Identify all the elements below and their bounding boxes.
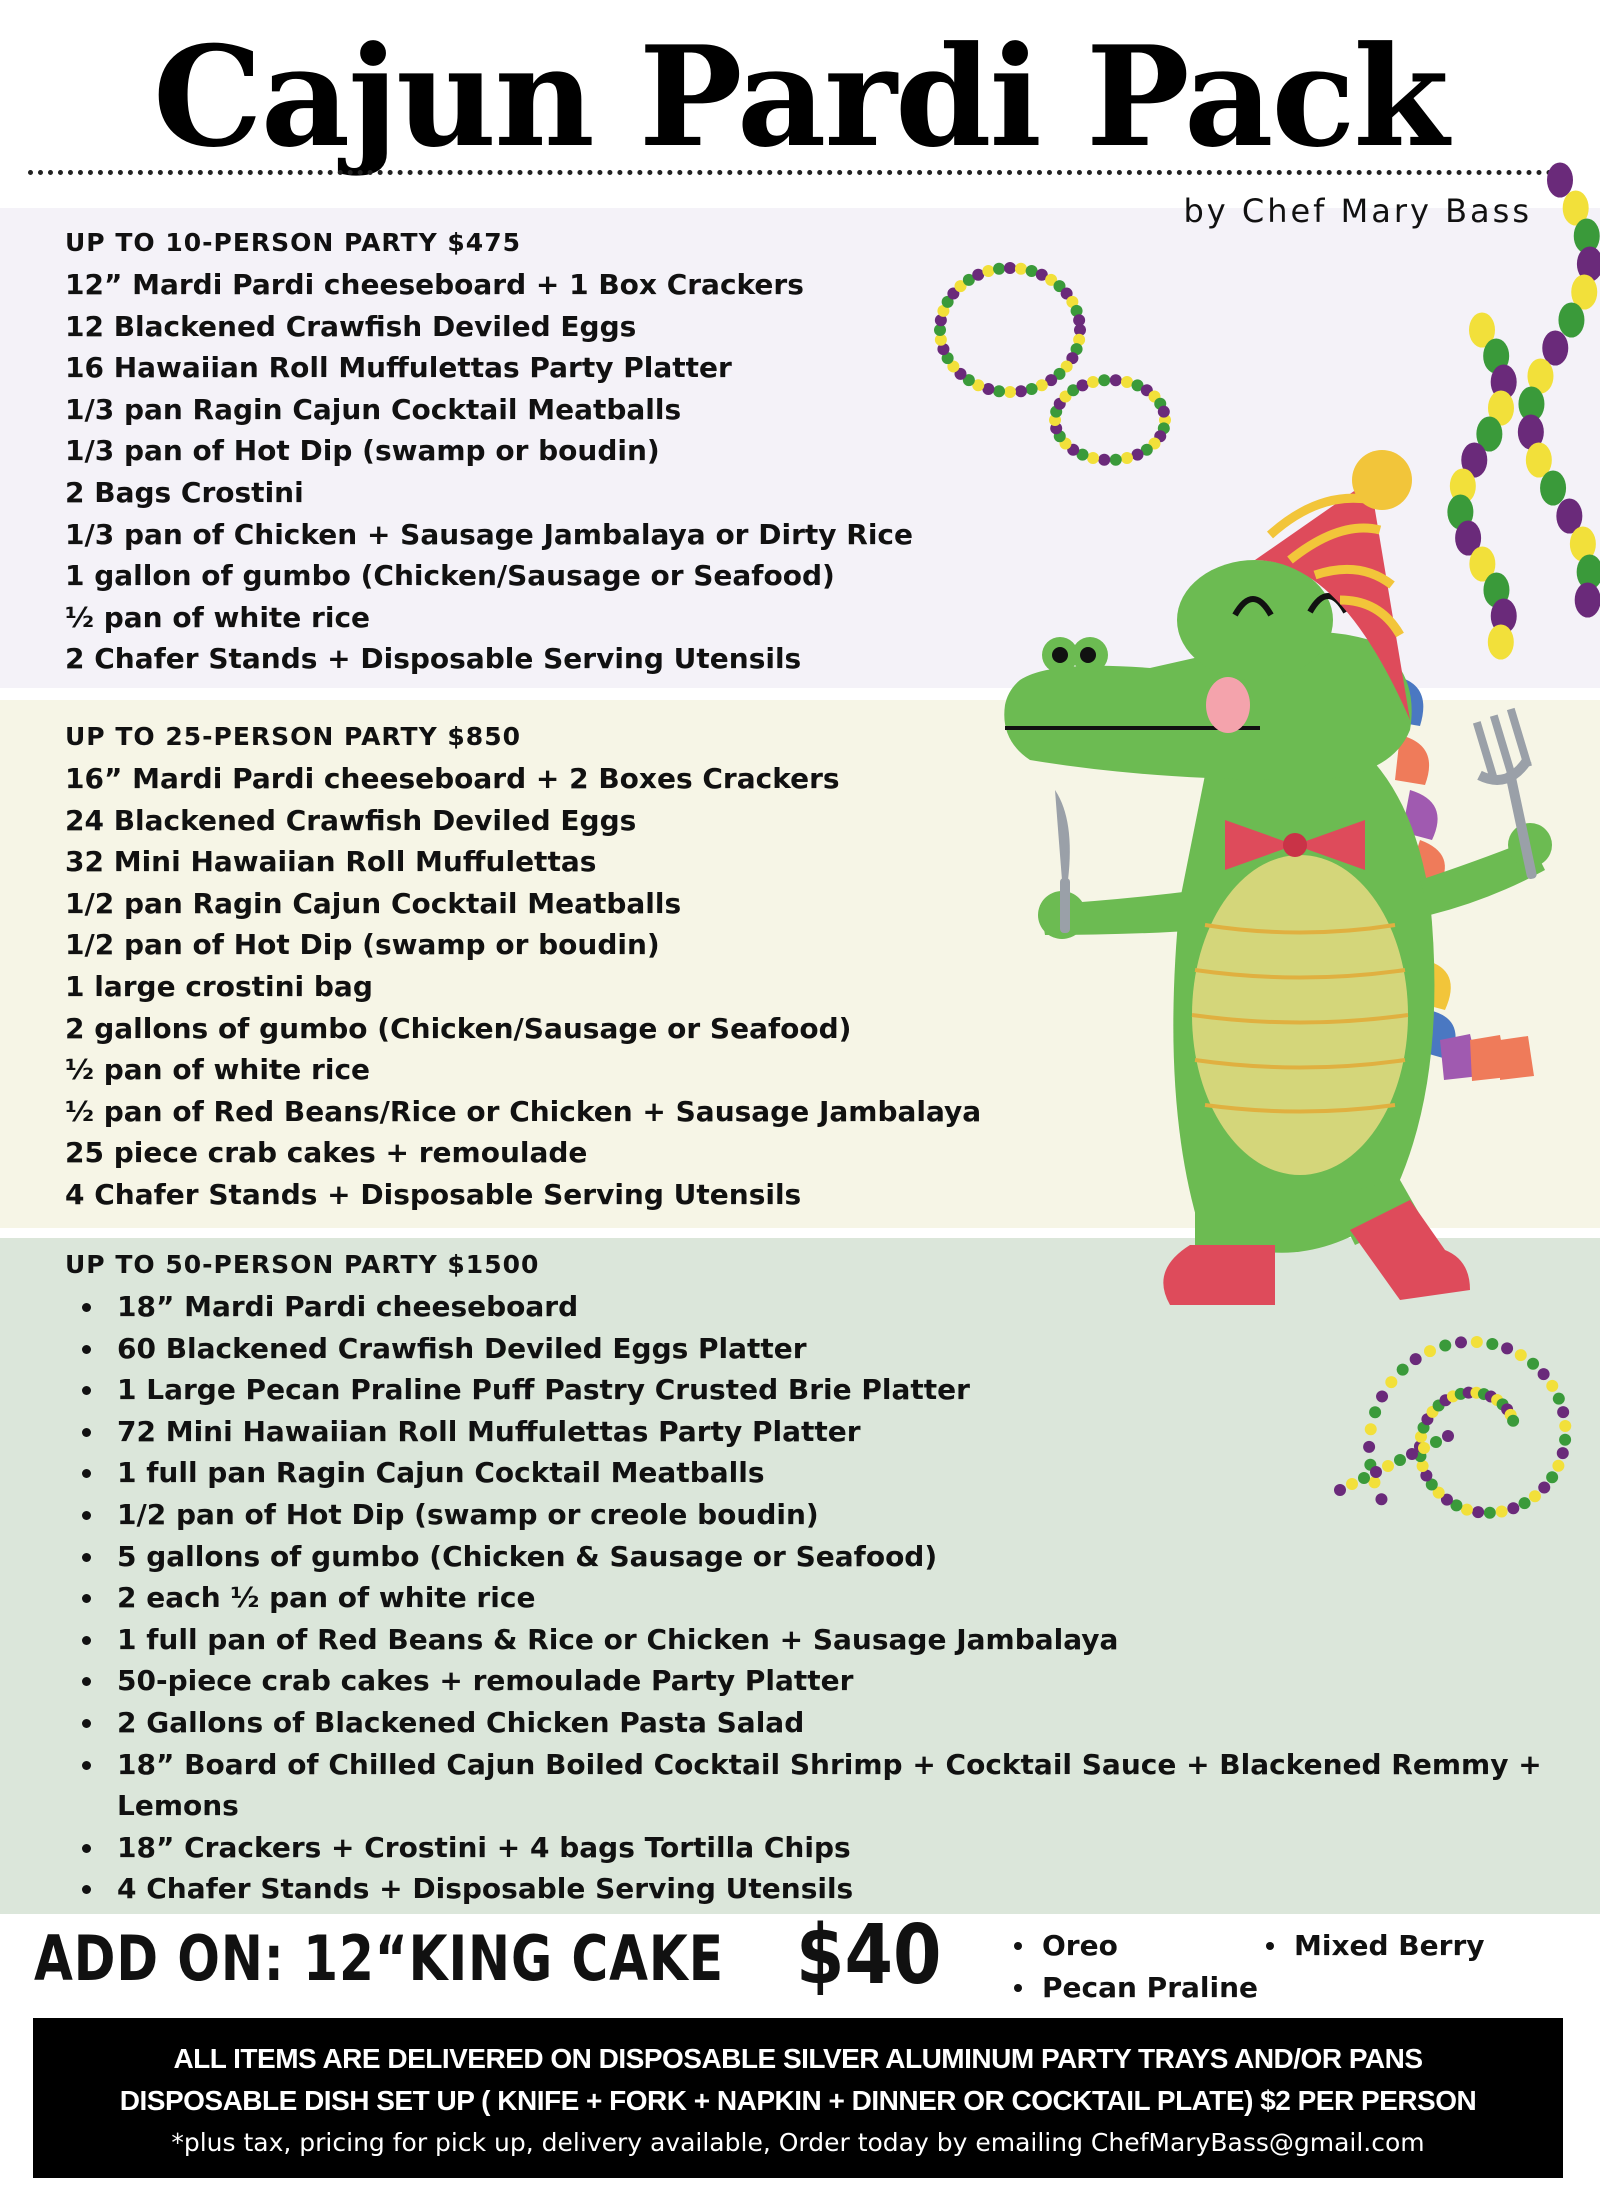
footer-notice (33, 2018, 1563, 2178)
list-item: 4 Chafer Stands + Disposable Serving Utensils (65, 1177, 802, 1211)
list-item: 18” Board of Chilled Cajun Boiled Cocktail Shrimp + Cocktail Sauce + Blackened Remmy + Lemons (65, 1744, 1557, 1827)
list-item: 1 full pan of Red Beans & Rice or Chicken + Sausage Jambalaya (65, 1619, 1557, 1661)
list-item: 1 Large Pecan Praline Puff Pastry Crusted Brie Platter (65, 1369, 1557, 1411)
package-10-person (65, 222, 913, 680)
delivery-note: ALL ITEMS ARE DELIVERED ON DISPOSABLE SILVER ALUMINUM PARTY TRAYS AND/OR PANS (173, 2043, 1423, 2074)
list-item: 2 Gallons of Blackened Chicken Pasta Salad (65, 1702, 1557, 1744)
flavor-item: Mixed Berry (1262, 1925, 1485, 1967)
list-item: ½ pan of Red Beans/Rice or Chicken + Sausage Jambalaya (65, 1094, 982, 1128)
dish-setup-note: DISPOSABLE DISH SET UP ( KNIFE + FORK + NAPKIN + DINNER OR COCKTAIL PLATE) $2 PER PERSON (119, 2085, 1477, 2116)
flavor-item: Pecan Praline (1010, 1967, 1258, 2009)
list-item: 2 gallons of gumbo (Chicken/Sausage or Seafood) (65, 1011, 852, 1045)
list-item: 32 Mini Hawaiian Roll Muffulettas (65, 845, 597, 879)
list-item: 1 gallon of gumbo (Chicken/Sausage or Seafood) (65, 559, 835, 593)
list-item: 25 piece crab cakes + remoulade (65, 1136, 588, 1170)
list-item: 1/3 pan of Hot Dip (swamp or boudin) (65, 434, 660, 468)
list-item: 1/3 pan Ragin Cajun Cocktail Meatballs (65, 392, 682, 426)
list-item: 1 large crostini bag (65, 969, 373, 1003)
list-item: 2 Bags Crostini (65, 475, 304, 509)
package-heading: UP TO 25-PERSON PARTY $850 (65, 722, 521, 751)
dotted-divider (28, 170, 1573, 175)
list-item: 2 Chafer Stands + Disposable Serving Utensils (65, 642, 802, 676)
addon-flavors (1010, 1925, 1258, 2009)
list-item: 1/2 pan of Hot Dip (swamp or creole boudin) (65, 1494, 1557, 1536)
page-title: Cajun Pardi Pack (152, 15, 1448, 178)
list-item: 24 Blackened Crawfish Deviled Eggs (65, 803, 637, 837)
list-item: 72 Mini Hawaiian Roll Muffulettas Party Platter (65, 1411, 1557, 1453)
package-50-person (65, 1244, 1557, 1910)
list-item: 12” Mardi Pardi cheeseboard + 1 Box Crackers (65, 268, 804, 301)
list-item: 12 Blackened Crawfish Deviled Eggs (65, 309, 637, 343)
list-item: 60 Blackened Crawfish Deviled Eggs Platter (65, 1328, 1557, 1370)
list-item: ½ pan of white rice (65, 600, 371, 634)
list-item: 4 Chafer Stands + Disposable Serving Utensils (65, 1868, 1557, 1910)
list-item: 50-piece crab cakes + remoulade Party Platter (65, 1660, 1557, 1702)
list-item: 18” Crackers + Crostini + 4 bags Tortilla Chips (65, 1827, 1557, 1869)
list-item: 1/3 pan of Chicken + Sausage Jambalaya or Dirty Rice (65, 517, 914, 551)
list-item: 16 Hawaiian Roll Muffulettas Party Platter (65, 351, 732, 385)
package-heading: UP TO 10-PERSON PARTY $475 (65, 228, 521, 257)
list-item: 1/2 pan of Hot Dip (swamp or boudin) (65, 928, 660, 962)
list-item: 18” Mardi Pardi cheeseboard (65, 1286, 1557, 1328)
package-items (65, 1286, 1557, 1910)
addon-flavors (1262, 1925, 1485, 1967)
flavor-item: Oreo (1010, 1925, 1258, 1967)
byline: by Chef Mary Bass (1183, 192, 1532, 230)
list-item: 1 full pan Ragin Cajun Cocktail Meatballs (65, 1452, 1557, 1494)
order-note: *plus tax, pricing for pick up, delivery available, Order today by emailing ChefMaryBass@gmail.com (171, 2128, 1425, 2157)
list-item: 16” Mardi Pardi cheeseboard + 2 Boxes Crackers (65, 762, 840, 795)
package-items (65, 264, 913, 680)
list-item: 5 gallons of gumbo (Chicken & Sausage or Seafood) (65, 1536, 1557, 1578)
package-25-person (65, 716, 981, 1216)
addon-label: ADD ON: 12“KING CAKE (34, 1922, 724, 1995)
list-item: 1/2 pan Ragin Cajun Cocktail Meatballs (65, 886, 682, 920)
package-heading: UP TO 50-PERSON PARTY $1500 (65, 1250, 540, 1279)
addon-price: $40 (796, 1908, 942, 2003)
list-item: ½ pan of white rice (65, 1053, 371, 1087)
list-item: 2 each ½ pan of white rice (65, 1577, 1557, 1619)
package-items (65, 758, 981, 1216)
